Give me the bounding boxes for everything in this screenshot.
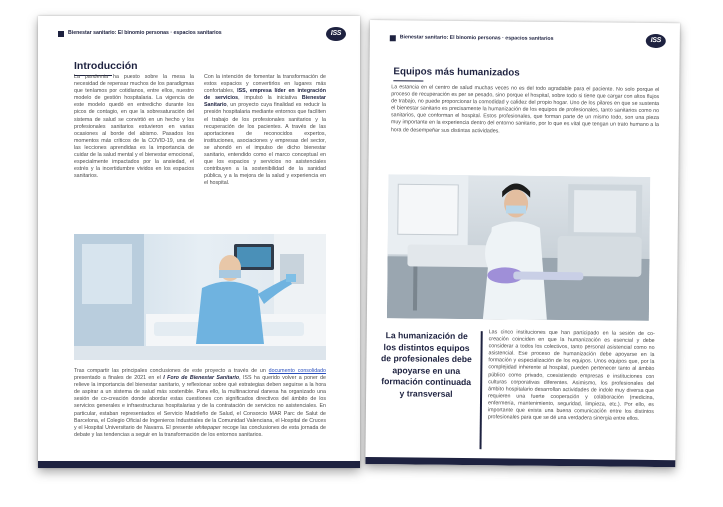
section-title-text: Equipos más humanizados xyxy=(393,66,520,79)
pull-quote: La humanización de los distintos equipos de profesionales debe apoyarse en una formación continuada y transversal xyxy=(381,330,472,399)
page-header xyxy=(58,27,346,43)
left-page xyxy=(38,16,360,468)
bottom-text-b: presentado a finales de 2021 en el xyxy=(74,375,161,382)
nurse-cleaning-bed-image xyxy=(387,174,650,321)
hospital-photo-left xyxy=(74,234,326,360)
header-text: Bienestar sanitario: El binomio personas · espacios sanitarios xyxy=(399,34,554,42)
body-paragraph: Las cinco instituciones que han participado en la sesión de co-creación coinciden en que la humanización es esencial y debe considerar a todos los colectivos, tanto personal asistencial como no asistencial. Ese proceso de humanización debe apoyarse en la formación y especialización de los equipos. Unos equipos que, por la complejidad inherente al hospital, pueden pertenecer tanto al ámbito público como privado, coexistiendo empresas e instituciones con culturas corporativas diferentes. Asimismo, los profesionales del ámbito hospitalario desarrollan actividades de índole muy diversa que requieren una fuerte cooperación y colaboración (medicina, enfermería, mantenimiento, seguridad, limpieza, etc.). Por ello, es importante que exista una buena comunicación entre los distintos profesionales para que se dé una verdadera sinergia entre ellos. xyxy=(487,329,655,422)
hospital-photo-right xyxy=(387,174,650,321)
right-page xyxy=(365,20,680,467)
col2-text-e: , un proyecto cuya finalidad es reducir la presión hospitalaria mediante entornos que faciliten el trabajo de los profesionales sanitarios y la recuperación de los pacientes. A través de las aportaciones de reconocidos expertos, instituciones, asociaciones y empresas del sector, se ahondó en el impulso de dicho bienestar sanitario, entendido como el marco conceptual en que los espacios y servicios no asistenciales contribuyen a la sostenibilidad de la sanidad pública, y a la mejora de la salud y experiencia en el hospital. xyxy=(204,102,326,187)
forum-name: I Foro de Bienestar Sanitario xyxy=(163,375,240,382)
col2-iss-highlight: ISS, empresa líder en integración de servicios xyxy=(204,88,326,102)
header-square-icon xyxy=(390,35,396,41)
intro-paragraph: La estancia en el centro de salud muchas veces no es del todo agradable para el paciente. No solo porque el proceso de recuperación es per se pesado, sino porque el hospital, sobre todo si tiene que cargar con altos flujos de trabajo, no puede proporcionar la comodidad y calidez del propio hogar. Uno de los pilares en que se sustenta el bienestar sanitario es precisamente la humanización de los equipos de profesionales, tanto sanitarios como no sanitarios, que conforman el hospital. Estos profesionales, que forman parte de un mismo todo, son una pieza muy importante en la experiencia dentro del entorno sanitario, por lo que es vital que tengan un trato humano a la hora de desempeñar sus distintas actividades. xyxy=(390,84,660,134)
quote-divider xyxy=(480,331,483,449)
intro-column-1: La pandemia ha puesto sobre la mesa la necesidad de repensar muchos de los paradigmas que teníamos por cotidianos, entre ellos, nuestro modelo de gestión hospitalaria. La vigencia de este modelo quedó en entredicho durante los picos de contagio, en que la sobresaturación del sistema de salud se convirtió en un hecho y los profesionales sanitarios estuvieron en varias ocasiones al borde del abismo. Pasados los momentos más críticos de la COVID-19, una de las lecciones aprendidas es la importancia de cuidar de la salud mental y el bienestar emocional, especialmente impactados por la ansiedad, el estrés y la incertidumbre vividos en los espacios sanitarios. xyxy=(74,74,194,180)
col2-initiative-name: Bienestar Sanitario xyxy=(204,95,326,109)
header-square-icon xyxy=(58,31,64,37)
iss-logo: ISS xyxy=(646,34,666,48)
bottom-text-d: , ISS ha querido volver a poner de relieve la importancia del bienestar sanitario, y reflexionar sobre qué estrategias deben seguirse a la hora de aspirar a un sistema de salud más sostenible. Para ello, la multinacional danesa ha organizado una sesión de co-creación donde abordar estas cuestiones con significados directivos del ámbito de los servicios generales e infraestructuras hospitalarias y de la contratación de servicios no asistenciales. En particular, estaban representados el Servicio Madrileño de Salud, el Consorcio MAR Parc de Salut de Barcelona, el Colegio Oficial de Ingenieros Industriales de la Comunidad Valenciana, el Hospital de Cruces y el Hospital Universitario de Navarra. El presente xyxy=(74,375,326,431)
nurse-at-monitor-image xyxy=(74,234,326,360)
col2-text-a: Con la intención de fomentar la transformación de estos espacios y convertirlos en lugares más confortables, xyxy=(204,74,326,95)
header-text: Bienestar sanitario: El binomio personas · espacios sanitarios xyxy=(68,30,222,36)
iss-logo: ISS xyxy=(326,27,346,41)
bottom-text-f: recoge las conclusiones de esta jornada de debate y las tendencias a seguir en la transformación de los entornos sanitarios. xyxy=(74,424,327,438)
intro-column-2 xyxy=(204,74,326,188)
section-title xyxy=(393,66,519,78)
section-title xyxy=(74,60,138,72)
section-title-text: Introducción xyxy=(74,60,138,72)
col2-text-c: , impulsó la iniciativa xyxy=(238,95,297,102)
whitepaper-word: whitepaper xyxy=(194,424,221,431)
bottom-paragraph xyxy=(74,368,326,439)
footer-bar xyxy=(38,461,360,468)
page-header xyxy=(390,31,666,50)
consolidated-document-link[interactable]: documento consolidado xyxy=(268,368,326,374)
title-underline xyxy=(393,80,423,81)
footer-bar xyxy=(365,457,675,467)
bottom-text-a: Tras compartir las principales conclusiones de este proyecto a través de un xyxy=(74,368,266,374)
